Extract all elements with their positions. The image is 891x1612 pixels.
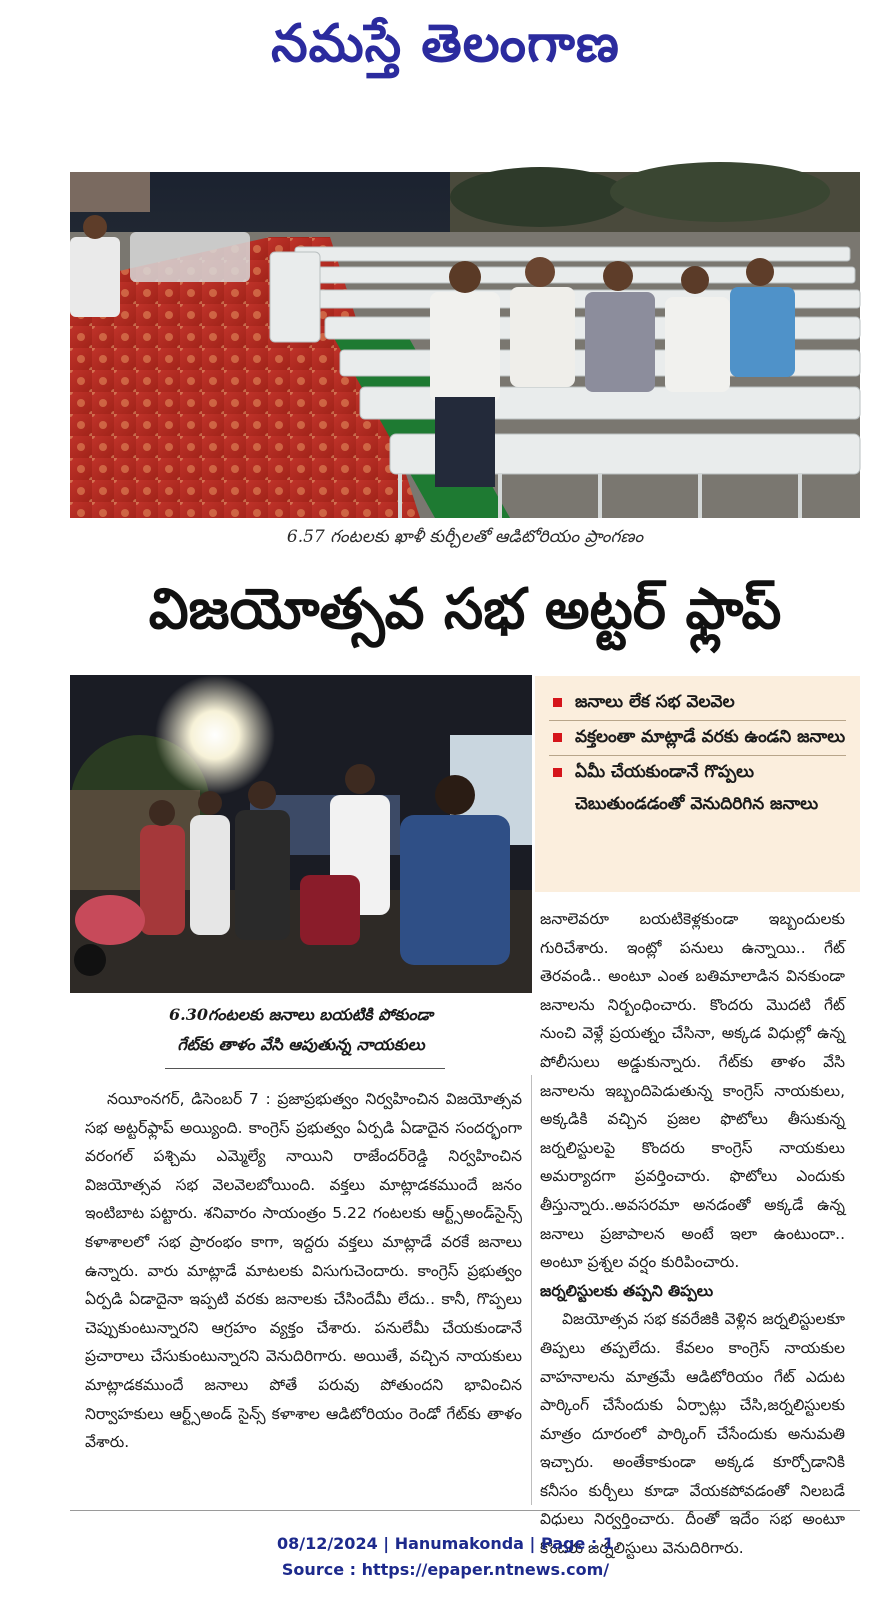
column-divider xyxy=(531,1075,532,1505)
headline: విజయోత్సవ సభ అట్టర్ ఫ్లాప్ xyxy=(148,577,782,642)
bullet-square-icon xyxy=(553,698,562,707)
highlight-item: ఏమీ చేయకుండానే గొప్పలు చెబుతుండడంతో వెనుదిరిగిన జనాలు xyxy=(549,755,846,820)
highlight-item: జనాలు లేక సభ వెలవెల xyxy=(549,686,846,718)
photo1-caption: 6.57 గంటలకు ఖాళీ కుర్చీలతో ఆడిటోరియం ప్రాంగణం xyxy=(286,527,644,547)
bullet-square-icon xyxy=(553,768,562,777)
footer-source: Source : https://epaper.ntnews.com/ xyxy=(281,1560,610,1579)
highlight-item: వక్తలంతా మాట్లాడే వరకు ఉండని జనాలు xyxy=(549,720,846,753)
footer-divider xyxy=(70,1510,860,1511)
photo2-caption: 6.30గంటలకు జనాలు బయటికి పోకుండా గేట్‌కు తాళం వేసి ఆపుతున్న నాయకులు xyxy=(169,1005,433,1054)
bullet-square-icon xyxy=(553,733,562,742)
article-paragraph: నయీంనగర్, డిసెంబర్ 7 : ప్రజాప్రభుత్వం నిర్వహించిన విజయోత్సవ సభ అట్టర్‌ఫ్లాప్ అయ్యింది. కాంగ్రెస్ ప్రభుత్వం ఏర్పడి ఏడాదైన సందర్భంగా వరంగల్ పశ్చిమ ఎమ్మెల్యే నాయిని రాజేందర్‌రెడ్డి నిర్వహించిన విజయోత్సవ సభ వెలవెలబోయింది. వక్తలు మాట్లాడకముందే జనం ఇంటిబాట పట్టారు. శనివారం సాయంత్రం 5.22 గంటలకు ఆర్ట్స్‌అండ్‌సైన్స్ కళాశాలలో సభ ప్రారంభం కాగా, ఇద్దరు వక్తలు మాట్లాడే వరకే జనాలు ఉన్నారు. వారు మాట్లాడే మాటలకు విసుగుచెందారు. కాంగ్రెస్ ప్రభుత్వం ఏర్పడి ఏడాదైనా ఇప్పటి వరకు జనాలకు చేసిందేమీ లేదు.. కానీ, గొప్పలు చెప్పుకుంటున్నారని ఆగ్రహం వ్యక్తం చేశారు. పనులేమీ చేయకుండానే ప్రచారాలు చేసుకుంటున్నారని వెనుదిరిగారు. అయితే, వచ్చిన నాయకులు మాట్లాడకముందే జనాలు పోతే పరువు పోతుందని భావించిన నిర్వాహకులు ఆర్ట్స్‌అండ్ సైన్స్ కళాశాల ఆడిటోరియం రెండో గేట్‌కు తాళం వేశారు. xyxy=(85,1090,522,1452)
auditorium-photo xyxy=(70,172,860,518)
footer-edition-info: 08/12/2024 | Hanumakonda | Page : 1 xyxy=(276,1534,615,1553)
article-paragraph: జనాలెవరూ బయటికెళ్లకుండా ఇబ్బందులకు గురిచేశారు. ఇంట్లో పనులు ఉన్నాయి.. గేట్ తెరవండి.. అంటూ ఎంత బతిమాలాడిన వినకుండా జనాలను నిర్బంధించారు. కొందరు మొదటి గేట్ నుంచి వెళ్లే ప్రయత్నం చేసినా, అక్కడ విధుల్లో ఉన్న పోలీసులు అడ్డుకున్నారు. గేట్‌కు తాళం వేసి జనాలను ఇబ్బందిపెడుతున్న కాంగ్రెస్ నాయకులు, అక్కడికి వచ్చిన ప్రజల ఫొటోలు తీసుకున్న జర్నలిస్టులపై కొందరు కాంగ్రెస్ నాయకులు అమర్యాదగా ప్రవర్తించారు. ఫొటోలు ఎందుకు తీస్తున్నారు..అవసరమా అనడంతో అక్కడే ఉన్న జనాలు ప్రజాపాలన అంటే ఇలా ఉంటుందా.. అంటూ ప్రశ్నల వర్షం కురిపించారు. xyxy=(540,910,845,1272)
masthead-logo: నమస్తే తెలంగాణ xyxy=(271,14,620,74)
article-right-column xyxy=(540,905,845,1558)
article-left-column xyxy=(85,1085,522,1505)
caption-divider xyxy=(165,1068,445,1069)
gate-photo xyxy=(70,675,532,993)
article-subhead: జర్నలిస్టులకు తప్పని తిప్పలు xyxy=(540,1281,714,1300)
highlights-box xyxy=(535,676,860,892)
article-paragraph: విజయోత్సవ సభ కవరేజికి వెళ్లిన జర్నలిస్టులకూ తిప్పలు తప్పలేదు. కేవలం కాంగ్రెస్ నాయకుల వాహనాలను మాత్రమే ఆడిటోరియం గేట్ ఎదుట పార్కింగ్ చేసేందుకు ఏర్పాట్లు చేసి,జర్నలిస్టులకు మాత్రం దూరంలో పార్కింగ్ చేసేందుకు అనుమతి ఇచ్చారు. అంతేకాకుండా అక్కడ కూర్చోడానికి కనీసం కుర్చీలు కూడా వేయకపోవడంతో నిలబడే విధులు నిర్వర్తించారు. దీంతో ఇదేం సభ అంటూ కొందరు జర్నలిస్టులు వెనుదిరిగారు. xyxy=(540,1310,845,1558)
